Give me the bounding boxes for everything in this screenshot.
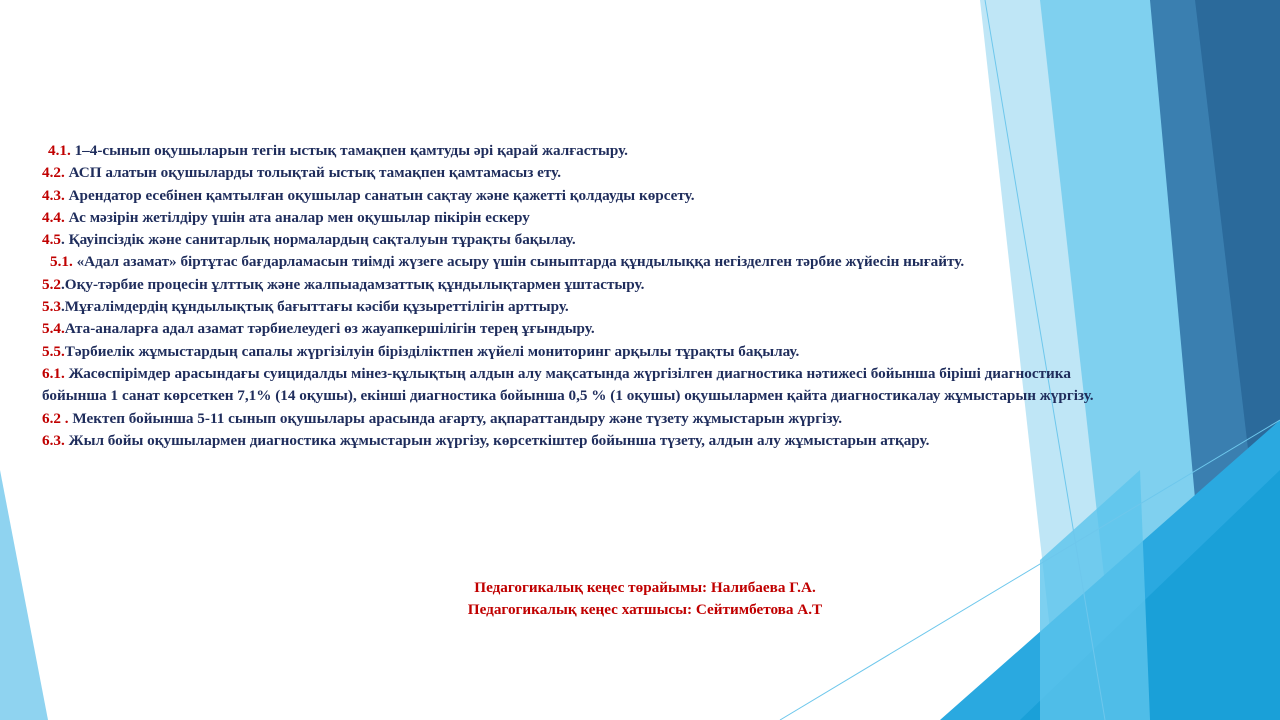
plan-item-text: .Оқу-тәрбие процесін ұлттық және жалпыадамзаттық құндылықтармен ұштастыру. [60,275,645,293]
plan-item [42,341,1112,363]
plan-item-number: 5.3 [42,298,61,316]
left-accent-shape [0,470,48,720]
council-secretary-line: Педагогикалық кеңес хатшысы: Сейтимбетова А.Т [467,601,823,619]
plan-item [42,274,1112,296]
plan-item-number: 4.2. [42,164,65,182]
plan-item-number: 5.2 [42,275,61,293]
plan-item-text: Ас мәзірін жетілдіру үшін ата аналар мен оқушылар пікірін ескеру [64,208,530,226]
plan-item-text: Тәрбиелік жұмыстардың сапалы жүргізілуін бірізділіктпен жүйелі мониторинг арқылы тұрақты бақылау. [64,342,800,360]
plan-item-text: АСП алатын оқушыларды толықтай ыстық тамақпен қамтамасыз ету. [64,164,562,182]
plan-item-number: 4.5 [42,231,61,249]
plan-item-text: 1–4-сынып оқушыларын тегін ыстық тамақпен қамтуды әрі қарай жалғастыру. [70,142,628,159]
plan-item-text: . Қауіпсіздік және санитарлық нормалардың сақталуын тұрақты бақылау. [60,231,576,249]
plan-item-number: 4.3. [42,186,65,204]
plan-item-text: Жыл бойы оқушылармен диагностика жұмыстарын жүргізу, көрсеткіштер бойынша түзету, алдын алу жұмыстарын атқару. [64,431,930,449]
plan-item [42,296,1112,318]
plan-item-number: 6.2 . [42,409,69,427]
plan-item-number: 5.5. [42,342,65,360]
plan-item-number: 4.1. [48,142,71,159]
plan-item-number: 5.4. [42,320,65,338]
plan-item-text: «Адал азамат» біртұтас бағдарламасын тиімді жүзеге асыру үшін сыныптарда құндылыққа негізделген тәрбие жүйесін нығайту. [72,253,965,271]
plan-item-number: 6.1. [42,364,65,382]
plan-item [42,363,1112,408]
plan-item-number: 6.3. [42,431,65,449]
council-chair-line: Педагогикалық кеңес төрайымы: Налибаева Г.А. [474,579,816,596]
plan-item-number: 5.1. [50,253,73,271]
plan-item-text: Мектеп бойынша 5-11 сынып оқушылары арасында ағарту, ақпараттандыру және түзету жұмыстарын жүргізу. [68,409,843,427]
plan-item [42,207,1112,229]
signature-block [300,577,990,622]
plan-item [42,318,1112,340]
plan-item-text: Жасөспірімдер арасындағы суицидалды мінез-құлықтың алдын алу мақсатында жүргізілген диагностика нәтижесі бойынша біріші диагностика бойынша 1 санат көрсеткен 7,1% (14 оқушы), екінші диагностика бойынша 0,5 % (1 оқушы) оқушылармен қайта диагностикалау жұмыстарын жүргізу. [42,364,1094,405]
plan-item [42,140,1112,162]
plan-item [42,185,1112,207]
plan-item [42,162,1112,184]
plan-item-number: 4.4. [42,208,65,226]
plan-item [42,251,1112,273]
plan-item [42,229,1112,251]
plan-item [42,430,1112,452]
plan-item [42,408,1112,430]
slide-body [42,140,1112,452]
plan-item-text: .Мұғалімдердің құндылықтық бағыттағы кәсіби құзыреттілігін арттыру. [60,298,569,316]
plan-item-text: Ата-аналарға адал азамат тәрбиелеудегі өз жауапкершілігін терең ұғындыру. [64,320,595,338]
plan-item-text: Арендатор есебінен қамтылған оқушылар санатын сақтау және қажетті қолдауды көрсету. [64,186,695,204]
